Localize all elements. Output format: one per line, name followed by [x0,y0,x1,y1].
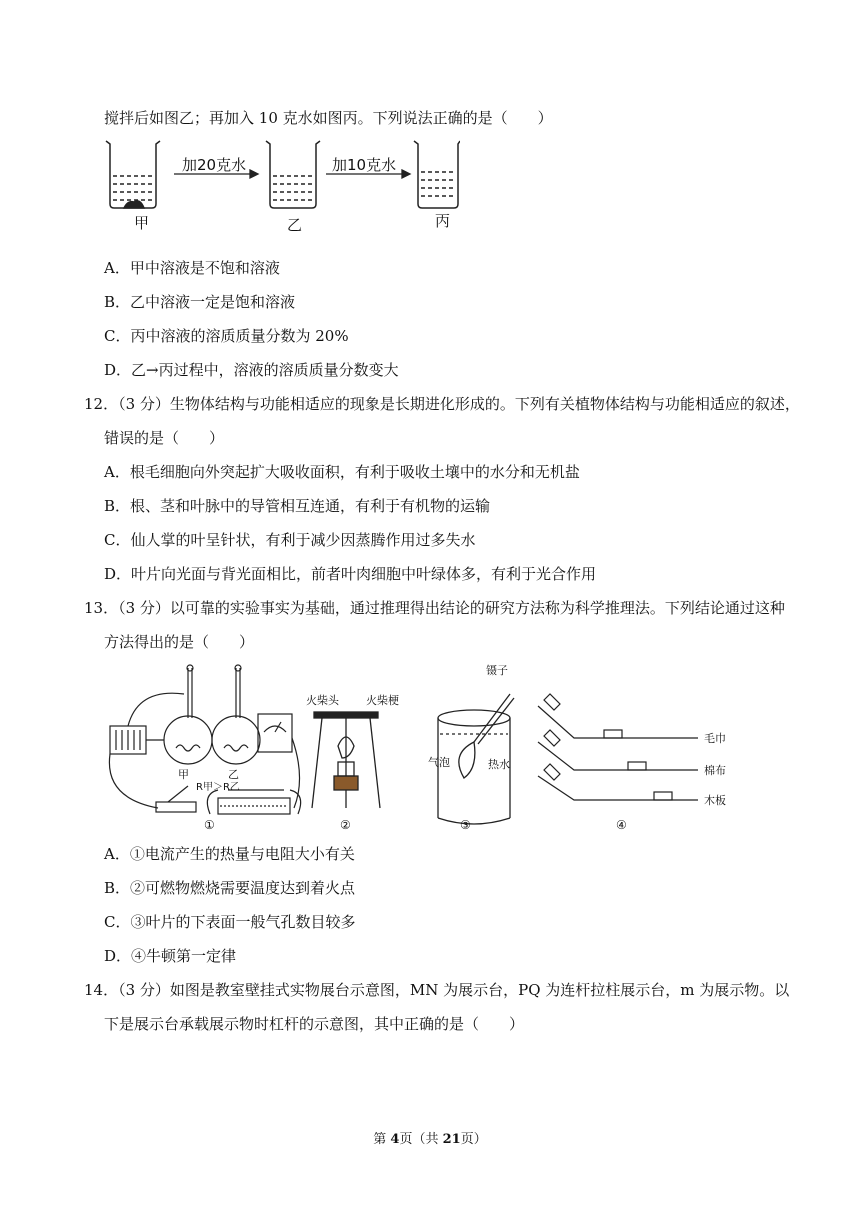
q11-beaker-figure [100,136,460,236]
fig-number-1: ① [204,818,215,832]
q11-option-b: B．乙中溶液一定是饱和溶液 [104,293,296,311]
fig4-label-cotton: 棉布 [704,764,726,777]
fig-number-3: ③ [460,818,471,832]
beaker-bing [414,141,460,208]
q12-option-b: B．根、茎和叶脉中的导管相互连通，有利于有机物的运输 [104,497,491,515]
beaker-jia [106,141,160,208]
footer-total-pages: 21 [442,1132,461,1147]
beaker-label-bing: 丙 [435,212,451,230]
arrow1-label: 加20克水 [182,156,247,174]
fig3-label-bubble: 气泡 [428,756,450,769]
fig3-label-tweezers: 镊子 [486,664,508,677]
inclined-plane-surfaces-icon [538,694,698,800]
beaker-label-yi: 乙 [287,216,303,234]
q14-stem-line1: 14．（3 分）如图是教室壁挂式实物展台示意图，MN 为展示台，PQ 为连杆拉柱展示台，m 为展示物。以 [84,981,790,999]
fig2-label-match-stick: 火柴梗 [366,694,399,707]
beaker-yi [266,141,320,208]
beaker-label-jia: 甲 [134,214,150,232]
fig4-label-towel: 毛巾 [704,732,726,745]
q13-option-d: D．④牛顿第一定律 [104,947,237,965]
footer-suffix: 页） [460,1132,487,1147]
q14-stem-line2: 下是展示台承载展示物时杠杆的示意图，其中正确的是（ ） [104,1015,525,1033]
fig-number-2: ② [340,818,351,832]
q12-option-d: D．叶片向光面与背光面相比，前者叶肉细胞中叶绿体多，有利于光合作用 [104,565,597,583]
q13-stem-line2: 方法得出的是（ ） [104,633,255,651]
fig1-resistance-label: R甲＞R乙 [196,782,240,793]
page-footer [0,1128,860,1147]
footer-prefix: 第 [373,1132,391,1147]
fig3-label-hot-water: 热水 [488,758,510,771]
fig-number-4: ④ [616,818,627,832]
q13-option-a: A．①电流产生的热量与电阻大小有关 [104,845,355,863]
question-11-stem-continuation: 搅拌后如图乙；再加入 10 克水如图丙。下列说法正确的是（ ） [104,109,553,127]
q11-option-a: A．甲中溶液是不饱和溶液 [104,259,280,277]
footer-middle: 页（共 [399,1132,443,1147]
q12-option-a: A．根毛细胞向外突起扩大吸收面积，有利于吸收土壤中的水分和无机盐 [104,463,580,481]
arrow2-label: 加10克水 [332,156,397,174]
q13-option-b: B．②可燃物燃烧需要温度达到着火点 [104,879,356,897]
match-burning-apparatus-icon [312,712,380,808]
fig4-label-wood: 木板 [704,794,726,807]
q12-stem-line1: 12．（3 分）生物体结构与功能相适应的现象是长期进化形成的。下列有关植物体结构与功能相适应的叙述， [84,395,800,413]
fig1-label-yi: 乙 [228,768,239,781]
q13-option-c: C．③叶片的下表面一般气孔数目较多 [104,913,356,931]
fig2-label-match-head: 火柴头 [306,694,339,707]
footer-page-number: 4 [390,1132,400,1147]
q11-option-d: D．乙→丙过程中，溶液的溶质质量分数变大 [104,361,399,379]
fig1-label-jia: 甲 [178,768,189,781]
q12-stem-line2: 错误的是（ ） [104,429,225,447]
q13-experiment-figure [98,658,738,834]
q13-stem-line1: 13．（3 分）以可靠的实验事实为基础，通过推理得出结论的研究方法称为科学推理法。下列结论通过这种 [84,599,785,617]
q11-option-c: C．丙中溶液的溶质质量分数为 20% [104,327,349,345]
q12-option-c: C．仙人掌的叶呈针状，有利于减少因蒸腾作用过多失水 [104,531,476,549]
